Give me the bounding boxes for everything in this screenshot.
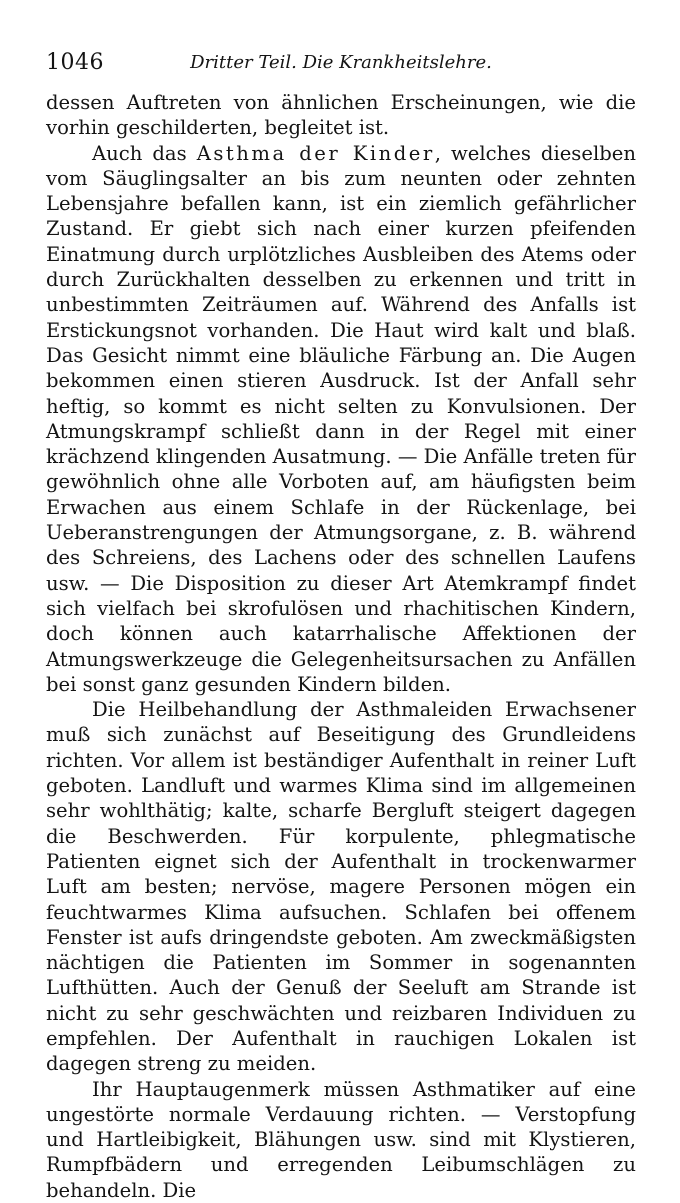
- paragraph-3: Die Heilbehandlung der Asthmaleiden Erwachsener muß sich zunächst auf Beseitigung des Grundleidens richten. Vor allem ist beständiger Aufenthalt in reiner Luft geboten. Landluft und warmes Klima sind im allgemeinen sehr wohlthätig; kalte, scharfe Bergluft steigert dagegen die Beschwerden. Für korpulente, phlegmatische Patienten eignet sich der Aufenthalt in trockenwarmer Luft am besten; nervöse, magere Personen mögen ein feuchtwarmes Klima aufsuchen. Schlafen bei offenem Fenster ist aufs dringendste geboten. Am zweckmäßigsten nächtigen die Patienten im Sommer in sogenannten Lufthütten. Auch der Genuß der Seeluft am Strande ist nicht zu sehr geschwächten und reizbaren Individuen zu empfehlen. Der Aufenthalt in rauchigen Lokalen ist dagegen streng zu meiden.: [46, 698, 636, 1076]
- paragraph-2: [46, 141, 636, 698]
- paragraph-2-rest: , welches dieselben vom Säuglingsalter an bis zum neunten oder zehnten Lebensjahre befallen kann, ist ein ziemlich gefährlicher Zustand. Er giebt sich nach einer kurzen pfeifenden Einatmung durch urplötzliches Ausbleiben des Atems oder durch Zurückhalten desselben zu erkennen und tritt in unbestimmten Zeiträumen auf. Während des Anfalls ist Erstickungsnot vorhanden. Die Haut wird kalt und blaß. Das Gesicht nimmt eine bläuliche Färbung an. Die Augen bekommen einen stieren Ausdruck. Ist der Anfall sehr heftig, so kommt es nicht selten zu Konvulsionen. Der Atmungskrampf schließt dann in der Regel mit einer krächzend klingenden Ausatmung. — Die Anfälle treten für gewöhnlich ohne alle Vorboten auf, am häufigsten beim Erwachen aus einem Schlafe in der Rückenlage, bei Ueberanstrengungen der Atmungsorgane, z. B. während des Schreiens, des Lachens oder des schnellen Laufens usw. — Die Disposition zu dieser Art Atemkrampf findet sich vielfach bei skrofulösen und rhachitischen Kindern, doch können auch katarrhalische Affektionen der Atmungswerkzeuge die Gelegenheitsursachen zu Anfällen bei sonst ganz gesunden Kindern bilden.: [46, 141, 636, 696]
- paragraph-4: Ihr Hauptaugenmerk müssen Asthmatiker auf eine ungestörte normale Verdauung richten. — Verstopfung und Hartleibigkeit, Blähungen usw. sind mit Klystieren, Rumpfbädern und erregenden Leibumschlägen zu behandeln. Die: [46, 1077, 636, 1202]
- emphasis-asthma-der-kinder: Asthma der Kinder: [196, 141, 435, 165]
- paragraph-2-lead: Auch das: [92, 141, 197, 165]
- paragraph-1: dessen Auftreten von ähnlichen Erscheinungen, wie die vorhin geschilderten, begleitet ist.: [46, 91, 636, 140]
- running-head: Dritter Teil. Die Krankheitslehre.: [190, 52, 492, 73]
- page-header: [46, 50, 636, 80]
- page-number: 1046: [46, 50, 104, 75]
- body-text: [46, 90, 636, 1203]
